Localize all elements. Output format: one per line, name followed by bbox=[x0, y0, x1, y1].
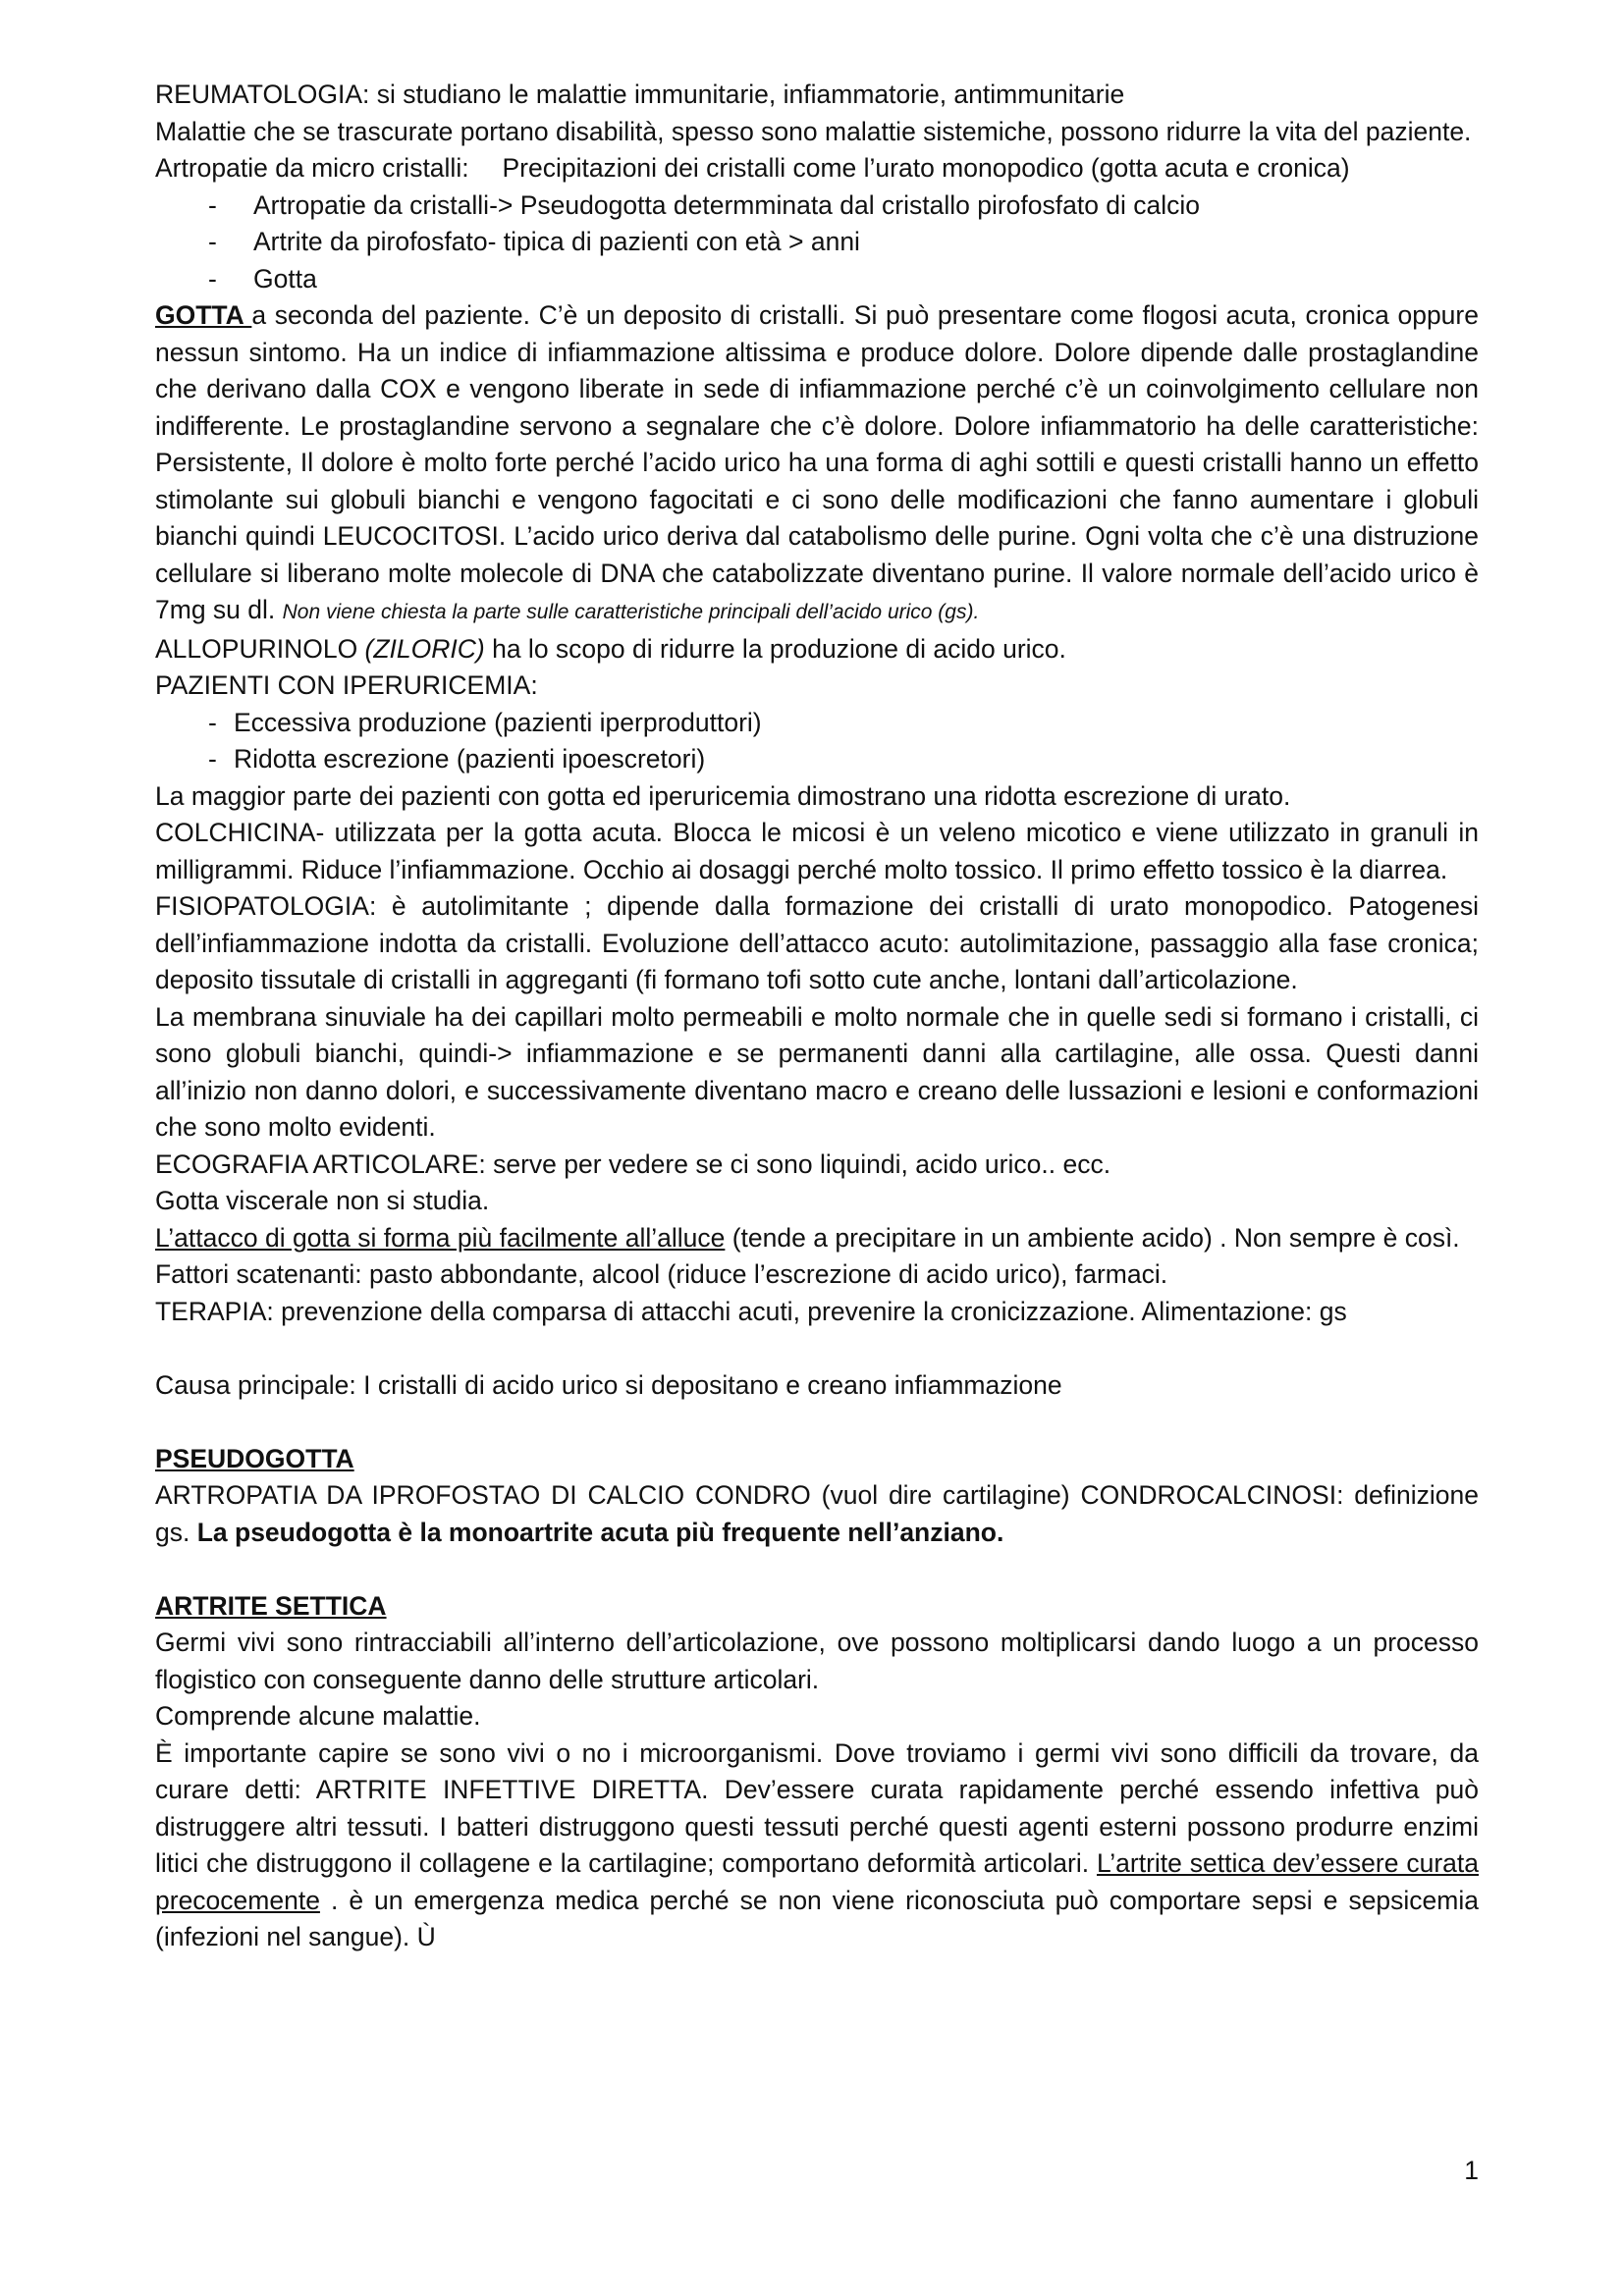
list-item: - Eccessiva produzione (pazienti iperproduttori) bbox=[208, 707, 762, 737]
germi-paragraph: Germi vivi sono rintracciabili all’interno dell’articolazione, ove possono moltiplicarsi dando luogo a un processo flogistico con conseguente danno delle strutture articolari. bbox=[155, 1628, 1479, 1694]
artrite-settica-heading: ARTRITE SETTICA bbox=[155, 1590, 387, 1621]
attacco-paragraph: L’attacco di gotta si forma più facilmente all’alluce (tende a precipitare in un ambiente acido) . Non sempre è così. bbox=[155, 1222, 1460, 1253]
iperuricemia-list bbox=[155, 705, 1479, 778]
pseudogotta-paragraph: ARTROPATIA DA IPROFOSTAO DI CALCIO CONDRO (vuol dire cartilagine) CONDROCALCINOSI: definizione gs. La pseudogotta è la monoartrite acuta più frequente nell’anziano. bbox=[155, 1480, 1479, 1547]
artropatie-list bbox=[155, 187, 1479, 298]
gotta-heading: GOTTA bbox=[155, 300, 252, 330]
list-item: - Artrite da pirofosfato- tipica di pazienti con età > anni bbox=[208, 227, 860, 256]
malattie-paragraph: Malattie che se trascurate portano disabilità, spesso sono malattie sistemiche, possono ridurre la vita del paziente. bbox=[155, 116, 1472, 146]
terapia-paragraph: TERAPIA: prevenzione della comparsa di attacchi acuti, prevenire la cronicizzazione. Alimentazione: gs bbox=[155, 1296, 1347, 1326]
document-page bbox=[155, 77, 1479, 1956]
viscerale-paragraph: Gotta viscerale non si studia. bbox=[155, 1186, 490, 1215]
fattori-paragraph: Fattori scatenanti: pasto abbondante, alcool (riduce l’escrezione di acido urico), farmaci. bbox=[155, 1259, 1168, 1289]
allopurinolo-paragraph: ALLOPURINOLO (ZILORIC) ha lo scopo di ridurre la produzione di acido urico. bbox=[155, 633, 1066, 664]
gotta-note: Non viene chiesta la parte sulle caratteristiche principali dell’acido urico (gs). bbox=[282, 601, 980, 623]
causa-paragraph: Causa principale: I cristalli di acido urico si depositano e creano infiammazione bbox=[155, 1369, 1062, 1400]
importante-paragraph: È importante capire se sono vivi o no i microorganismi. Dove troviamo i germi vivi sono difficili da trovare, da curare detti: ARTRITE INFETTIVE DIRETTA. Dev’essere curata rapidamente perché essendo infettiva può distruggere altri tessuti. I batteri distruggono questi tessuti perché questi agenti esterni possono produrre enzimi litici che distruggono il collagene e la cartilagine; comportano deformità articolari. L’artrite settica dev’essere curata precocemente . è un emergenza medica perché se non viene riconosciuta può comportare sepsi e sepsicemia (infezioni nel sangue). Ù bbox=[155, 1737, 1479, 1951]
list-item: - Artropatie da cristalli-> Pseudogotta determminata dal cristallo pirofosfato di calcio bbox=[208, 189, 1201, 220]
colchicina-paragraph: COLCHICINA- utilizzata per la gotta acuta. Blocca le micosi è un veleno micotico e viene utilizzato in granuli in milligrammi. Riduce l’infiammazione. Occhio ai dosaggi perché molto tossico. Il primo effetto tossico è la diarrea. bbox=[155, 818, 1479, 884]
artropatie-heading: Artropatie da micro cristalli: Precipitazioni dei cristalli come l’urato monopodico (gotta acuta e cronica) bbox=[155, 153, 1350, 183]
fisiopatologia-paragraph: FISIOPATOLOGIA: è autolimitante ; dipende dalla formazione dei cristalli di urato monopodico. Patogenesi dell’infiammazione indotta da cristalli. Evoluzione dell’attacco acuto: autolimitazione, passaggio alla fase cronica; deposito tissutale di cristalli in aggreganti (fi formano tofi sotto cute anche, lontani dall’articolazione. bbox=[155, 891, 1479, 994]
gotta-paragraph: GOTTA a seconda del paziente. C’è un deposito di cristalli. Si può presentare come flogosi acuta, cronica oppure nessun sintomo. Ha un indice di infiammazione altissima e produce dolore. Dolore dipende dalle prostaglandine che derivano dalla COX e vengono liberate in sede di infiammazione perché c’è un coinvolgimento cellulare non indifferente. Le prostaglandine servono a segnalare che c’è dolore. Dolore infiammatorio ha delle caratteristiche: Persistente, Il dolore è molto forte perché l’acido urico ha una forma di aghi sottili e questi cristalli hanno un effetto stimolante sui globuli bianchi e vengono fagocitati e ci sono delle modificazioni che fanno aumentare i globuli bianchi quindi LEUCOCITOSI. L’acido urico deriva dal catabolismo delle purine. Ogni volta che c’è una distruzione cellulare si liberano molte molecole di DNA che catabolizzate diventano purine. Il valore normale dell’acido urico è 7mg su dl. Non viene chiesta la parte sulle caratteristiche principali dell’acido urico (gs). bbox=[155, 300, 1479, 624]
list-item: - Ridotta escrezione (pazienti ipoescretori) bbox=[208, 744, 706, 774]
maggior-parte-paragraph: La maggior parte dei pazienti con gotta ed iperuricemia dimostrano una ridotta escrezione di urato. bbox=[155, 780, 1291, 811]
ecografia-paragraph: ECOGRAFIA ARTICOLARE: serve per vedere se ci sono liquindi, acido urico.. ecc. bbox=[155, 1148, 1111, 1179]
membrana-paragraph: La membrana sinuviale ha dei capillari molto permeabili e molto normale che in quelle sedi si formano i cristalli, ci sono globuli bianchi, quindi-> infiammazione e se permanenti danni alla cartilagine, alle ossa. Questi danni all’inizio non danno dolori, e successivamente diventano macro e creano delle lussazioni e lesioni e conformazioni che sono molto evidenti. bbox=[155, 1001, 1479, 1142]
list-item: - Gotta bbox=[208, 263, 317, 294]
page-number: 1 bbox=[1464, 2156, 1479, 2185]
pseudogotta-heading: PSEUDOGOTTA bbox=[155, 1443, 354, 1473]
pazienti-heading: PAZIENTI CON IPERURICEMIA: bbox=[155, 670, 538, 700]
comprende-paragraph: Comprende alcune malattie. bbox=[155, 1701, 481, 1731]
reumatologia-intro: REUMATOLOGIA: si studiano le malattie immunitarie, infiammatorie, antimmunitarie bbox=[155, 80, 1125, 109]
